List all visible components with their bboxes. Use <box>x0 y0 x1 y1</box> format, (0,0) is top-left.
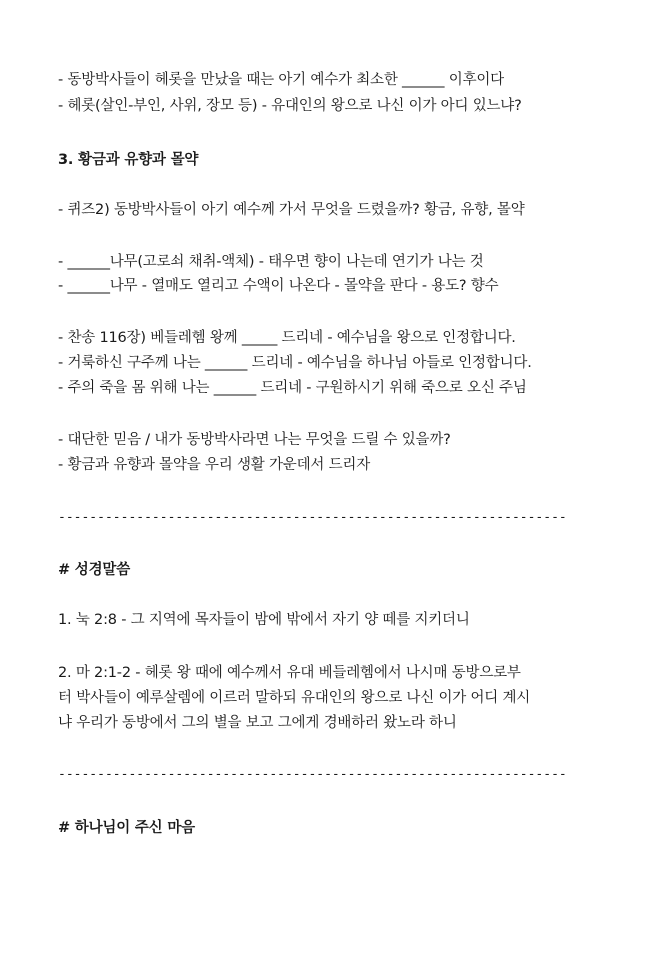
intro-line-1: - 동방박사들이 헤롯을 만났을 때는 아기 예수가 최소한 ______ 이후이다 <box>58 72 504 88</box>
scripture-verse-2-line-1: 2. 마 2:1-2 - 헤롯 왕 때에 예수께서 유대 베들레헴에서 나시매 동방으로부 <box>58 665 521 681</box>
hymn-line-3: - 주의 죽을 몸 위해 나는 ______ 드리네 - 구원하시기 위해 죽으로 오신 주님 <box>58 380 527 396</box>
scripture-verse-2-line-2: 터 박사들이 예루살렘에 이르러 말하되 유대인의 왕으로 나신 이가 어디 계시 <box>58 690 531 706</box>
tree-line-2: - ______나무 - 열매도 열리고 수액이 나온다 - 몰약을 판다 - 용도? 향수 <box>58 278 499 294</box>
faith-line-1: - 대단한 믿음 / 내가 동방박사라면 나는 무엇을 드릴 수 있을까? <box>58 432 451 448</box>
hymn-line-2: - 거룩하신 구주께 나는 ______ 드리네 - 예수님을 하나님 아들로 인정합니다. <box>58 355 532 371</box>
section-divider-1: ----------------------------------------------------------------- <box>58 510 567 525</box>
intro-line-2: - 헤롯(살인-부인, 사위, 장모 등) - 유대인의 왕으로 나신 이가 아디 있느냐? <box>58 98 522 114</box>
hymn-line-1: - 찬송 116장) 베들레헴 왕께 _____ 드리네 - 예수님을 왕으로 인정합니다. <box>58 330 516 346</box>
heart-heading: # 하나님이 주신 마음 <box>58 820 195 836</box>
section-divider-2: ----------------------------------------------------------------- <box>58 767 567 782</box>
faith-line-2: - 황금과 유향과 몰약을 우리 생활 가운데서 드리자 <box>58 457 371 473</box>
section-heading-gold-frankincense-myrrh: 3. 황금과 유향과 몰약 <box>58 152 199 168</box>
quiz-line: - 퀴즈2) 동방박사들이 아기 예수께 가서 무엇을 드렸을까? 황금, 유향, 몰약 <box>58 202 525 218</box>
tree-line-1: - ______나무(고로쇠 채취-액체) - 태우면 향이 나는데 연기가 나는 것 <box>58 254 484 270</box>
scripture-verse-2-line-3: 냐 우리가 동방에서 그의 별을 보고 그에게 경배하러 왔노라 하니 <box>58 715 457 731</box>
scripture-verse-1: 1. 눅 2:8 - 그 지역에 목자들이 밤에 밖에서 자기 양 떼를 지키더니 <box>58 612 470 628</box>
scripture-heading: # 성경말씀 <box>58 562 131 578</box>
